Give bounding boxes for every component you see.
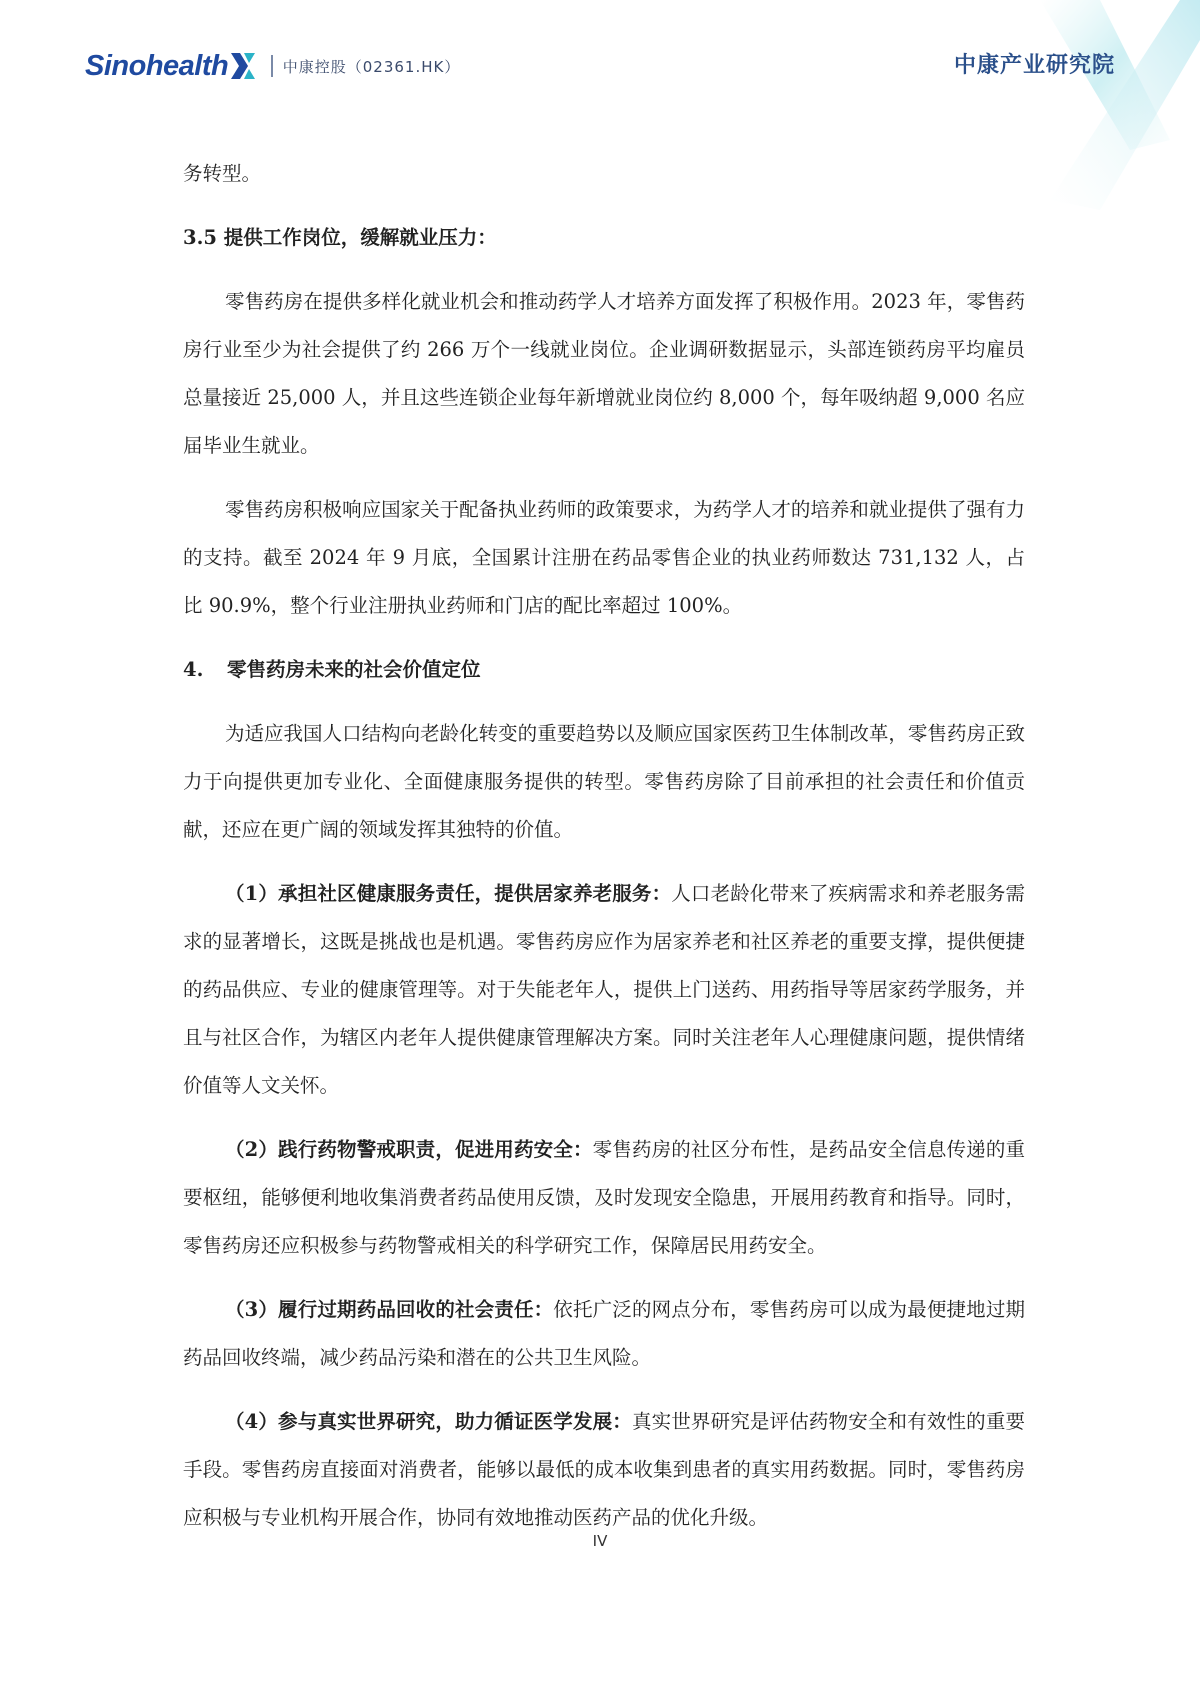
list-item: [183, 1286, 1025, 1382]
logo-subtitle: 中康控股（02361.HK）: [282, 57, 461, 76]
list-item-lead: （1）承担社区健康服务责任，提供居家养老服务：: [225, 882, 672, 905]
list-item-lead: （3）履行过期药品回收的社会责任：: [225, 1298, 554, 1321]
section-4-number: 4.: [183, 658, 204, 681]
list-item-text: 零售药房的社区分布性，是药品安全信息传递的重要枢纽，能够便利地收集消费者药品使用反馈，及时发现安全隐患，开展用药教育和指导。同时，零售药房还应积极参与药物警戒相关的科学研究工作，保障居民用药安全。: [183, 1138, 1025, 1257]
logo-divider: [271, 55, 273, 77]
list-item: [183, 1126, 1025, 1270]
page-number: IV: [592, 1532, 608, 1550]
list-item: [183, 870, 1025, 1110]
institute-name: 中康产业研究院: [953, 53, 1115, 78]
logo-wordmark: Sinohealth: [85, 49, 229, 82]
list-item-text: 真实世界研究是评估药物安全和有效性的重要手段。零售药房直接面对消费者，能够以最低的成本收集到患者的真实用药数据。同时，零售药房应积极与专业机构开展合作，协同有效地推动医药产品的优化升级。: [183, 1410, 1025, 1529]
list-item-text: 人口老龄化带来了疾病需求和养老服务需求的显著增长，这既是挑战也是机遇。零售药房应作为居家养老和社区养老的重要支撑，提供便捷的药品供应、专业的健康管理等。对于失能老年人，提供上门送药、用药指导等居家药学服务，并且与社区合作，为辖区内老年人提供健康管理解决方案。同时关注老年人心理健康问题，提供情绪价值等人文关怀。: [183, 882, 1025, 1097]
list-item: [183, 1398, 1025, 1542]
section-3-5-heading: 3.5 提供工作岗位，缓解就业压力：: [183, 226, 497, 249]
company-logo: [85, 46, 460, 86]
logo-x-mark-icon: [229, 51, 257, 81]
section-3-5-paragraph-2: 零售药房积极响应国家关于配备执业药师的政策要求，为药学人才的培养和就业提供了强有力的支持。截至 2024 年 9 月底，全国累计注册在药品零售企业的执业药师数达 731,132 人，占比 90.9%，整个行业注册执业药师和门店的配比率超过 100%。: [183, 498, 1025, 617]
list-item-lead: （4）参与真实世界研究，助力循证医学发展：: [225, 1410, 632, 1433]
page-content: [183, 150, 1025, 1558]
continued-paragraph: 务转型。: [183, 162, 262, 185]
page-header: [85, 40, 1115, 90]
section-4-heading: [183, 646, 1025, 694]
list-item-lead: （2）践行药物警戒职责，促进用药安全：: [225, 1138, 593, 1161]
list-item-text: 依托广泛的网点分布，零售药房可以成为最便捷地过期药品回收终端，减少药品污染和潜在的公共卫生风险。: [183, 1298, 1025, 1369]
section-4-intro: 为适应我国人口结构向老龄化转变的重要趋势以及顺应国家医药卫生体制改革，零售药房正致力于向提供更加专业化、全面健康服务提供的转型。零售药房除了目前承担的社会责任和价值贡献，还应在更广阔的领域发挥其独特的价值。: [183, 722, 1025, 841]
section-3-5-paragraph-1: 零售药房在提供多样化就业机会和推动药学人才培养方面发挥了积极作用。2023 年，零售药房行业至少为社会提供了约 266 万个一线就业岗位。企业调研数据显示，头部连锁药房平均雇员总量接近 25,000 人，并且这些连锁企业每年新增就业岗位约 8,000 个，每年吸纳超 9,000 名应届毕业生就业。: [183, 290, 1025, 457]
section-4-title: 零售药房未来的社会价值定位: [227, 658, 481, 681]
